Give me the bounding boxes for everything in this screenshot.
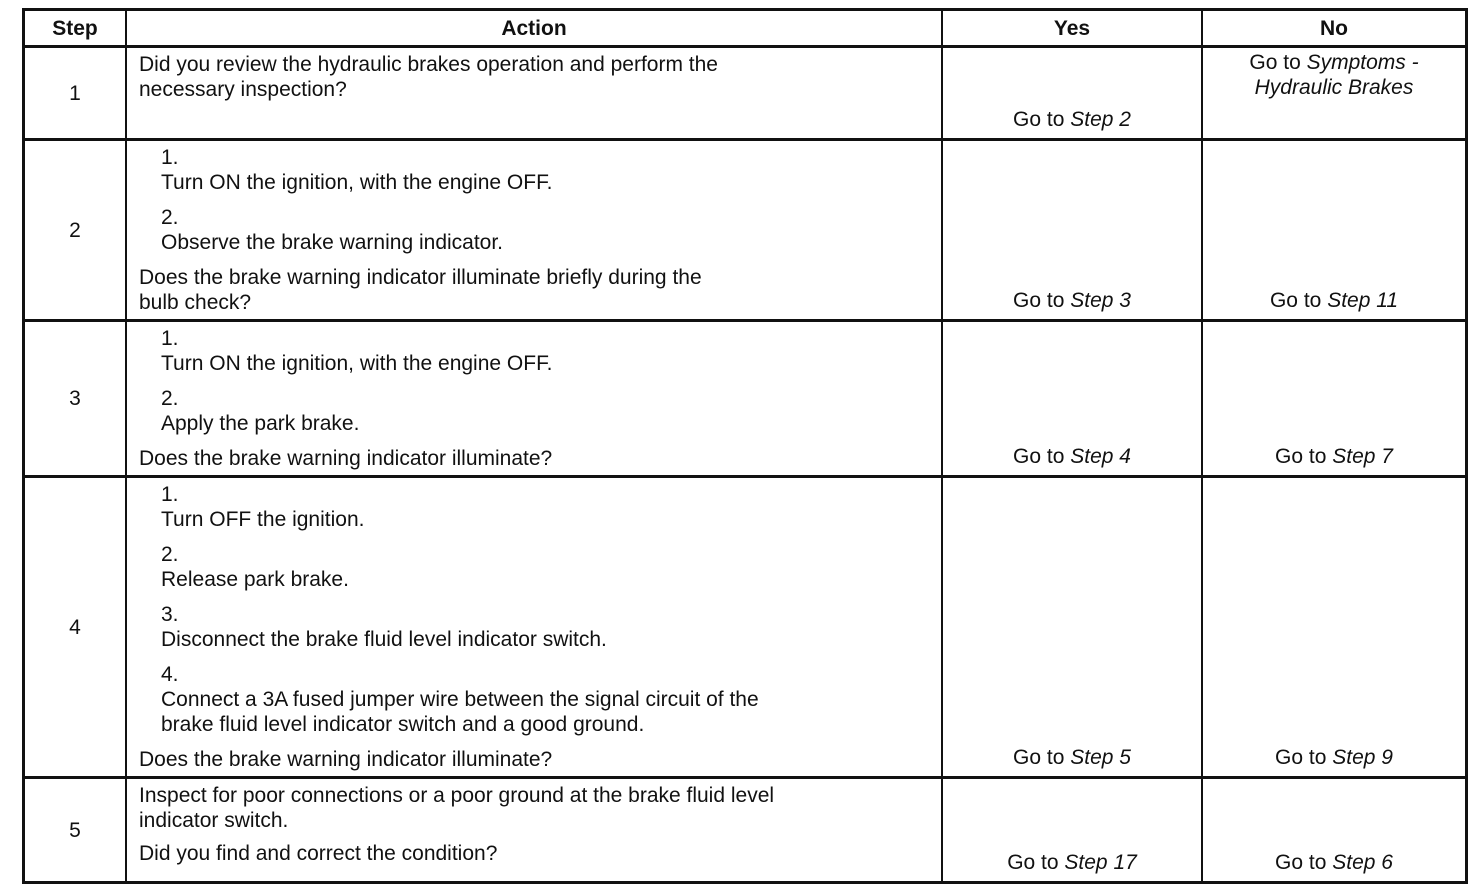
action-text: Did you review the hydraulic brakes operation and perform the [139,53,718,76]
no-target: Step 6 [1332,851,1393,874]
header-no: No [1202,10,1467,47]
step-number: 2 [24,140,127,321]
substep [139,482,931,532]
action-cell [126,47,942,140]
yes-target: Step 2 [1070,108,1131,131]
go-to-label: Go to [1275,445,1327,468]
table-row [24,778,1467,883]
no-target: Step 9 [1332,746,1393,769]
table-row [24,321,1467,477]
step-number: 4 [24,477,127,778]
substep [139,662,931,737]
substep [139,205,931,255]
action-text: Inspect for poor connections or a poor ground at the brake fluid level [139,784,775,807]
step-number: 5 [24,778,127,883]
table-row [24,140,1467,321]
yes-cell [942,47,1202,140]
header-yes: Yes [942,10,1202,47]
question-text: Does the brake warning indicator illuminate? [139,447,553,470]
action-cell [126,140,942,321]
no-target: Symptoms - [1306,51,1419,74]
no-cell [1202,47,1467,140]
table-row [24,47,1467,140]
header-action: Action [126,10,942,47]
substep-text-line: Connect a 3A fused jumper wire between the signal circuit of the [161,688,759,711]
yes-cell [942,321,1202,477]
substep-text [161,687,901,737]
substep-number: 1. [161,327,179,350]
yes-target: Step 4 [1070,445,1131,468]
substep-number: 4. [161,663,179,686]
action-cell [126,321,942,477]
no-cell [1202,477,1467,778]
action-text: necessary inspection? [139,78,347,101]
substep-number: 2. [161,387,179,410]
substep-text: Turn ON the ignition, with the engine OFF. [161,171,553,194]
yes-cell [942,140,1202,321]
substep [139,602,931,652]
yes-target: Step 17 [1064,851,1137,874]
substep-text: Observe the brake warning indicator. [161,231,504,254]
no-cell [1202,321,1467,477]
no-target: Step 7 [1332,445,1393,468]
go-to-label: Go to [1275,851,1327,874]
go-to-label: Go to [1013,445,1065,468]
substep [139,145,931,195]
no-cell [1202,778,1467,883]
question-text: Does the brake warning indicator illuminate briefly during the [139,266,702,289]
diagnostic-table [22,8,1468,884]
substep-number: 2. [161,543,179,566]
yes-target: Step 3 [1070,289,1131,312]
substep [139,326,931,376]
substep [139,386,931,436]
substep-text-line: brake fluid level indicator switch and a good ground. [161,713,645,736]
question-text: Does the brake warning indicator illuminate? [139,748,553,771]
step-number: 3 [24,321,127,477]
substep-text: Turn ON the ignition, with the engine OFF. [161,352,553,375]
header-row [24,10,1467,47]
header-step: Step [24,10,127,47]
substep-number: 3. [161,603,179,626]
no-target: Hydraulic Brakes [1254,76,1414,99]
diagnostic-table-container [22,8,1468,884]
substep-number: 2. [161,206,179,229]
substep [139,542,931,592]
substep-text: Disconnect the brake fluid level indicator switch. [161,628,607,651]
question-text: Did you find and correct the condition? [139,842,498,865]
question-text: bulb check? [139,291,252,314]
yes-target: Step 5 [1070,746,1131,769]
action-text: indicator switch. [139,809,289,832]
go-to-label: Go to [1013,289,1065,312]
go-to-label: Go to [1013,746,1065,769]
substep-text: Turn OFF the ignition. [161,508,365,531]
yes-cell [942,778,1202,883]
yes-cell [942,477,1202,778]
action-cell [126,778,942,883]
go-to-label: Go to [1013,108,1065,131]
no-target: Step 11 [1327,289,1399,312]
go-to-label: Go to [1249,51,1307,74]
substep-number: 1. [161,146,179,169]
step-number: 1 [24,47,127,140]
go-to-label: Go to [1269,289,1322,312]
action-cell [126,477,942,778]
substep-number: 1. [161,483,179,506]
go-to-label: Go to [1275,746,1327,769]
substep-text: Apply the park brake. [161,412,360,435]
substep-text: Release park brake. [161,568,349,591]
table-row [24,477,1467,778]
go-to-label: Go to [1007,851,1059,874]
no-cell [1202,140,1467,321]
